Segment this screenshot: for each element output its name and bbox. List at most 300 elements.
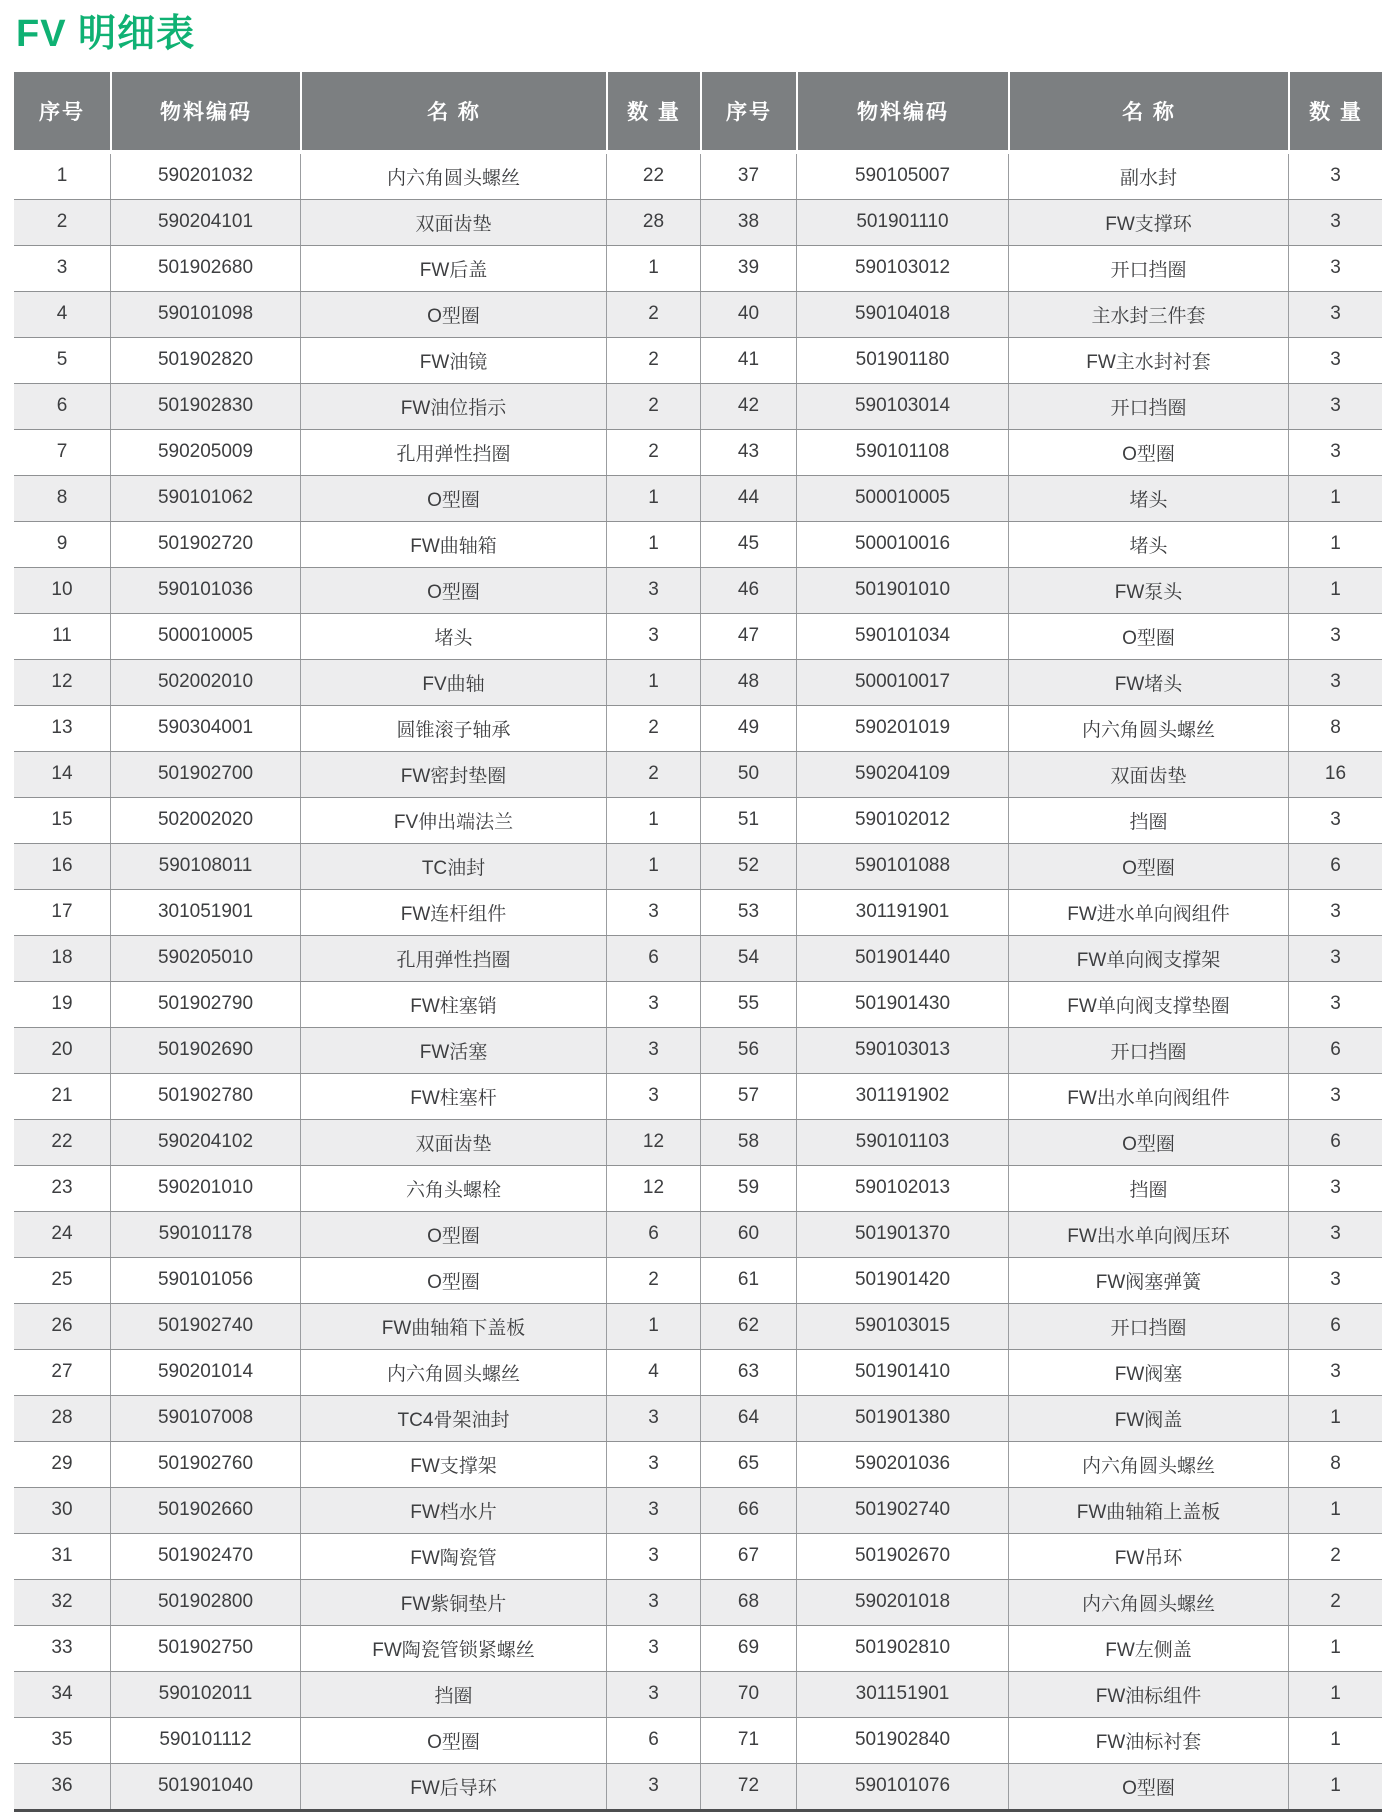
serial-cell: 62 (700, 1304, 796, 1349)
qty-cell: 1 (606, 476, 700, 521)
name-cell: 内六角圆头螺丝 (300, 154, 606, 199)
qty-cell: 3 (1288, 614, 1382, 659)
serial-cell: 56 (700, 1028, 796, 1073)
serial-cell: 69 (700, 1626, 796, 1671)
page-title: FV 明细表 (16, 13, 196, 55)
table-row (14, 567, 1382, 613)
table-row (14, 1119, 1382, 1165)
serial-cell: 30 (14, 1488, 110, 1533)
code-cell: 501902470 (110, 1534, 300, 1579)
code-cell: 590205009 (110, 430, 300, 475)
qty-cell: 8 (1288, 706, 1382, 751)
name-cell: 内六角圆头螺丝 (300, 1350, 606, 1395)
serial-cell: 7 (14, 430, 110, 475)
name-cell: 副水封 (1008, 154, 1288, 199)
code-cell: 501901410 (796, 1350, 1008, 1395)
qty-cell: 3 (1288, 292, 1382, 337)
table-row (14, 1487, 1382, 1533)
qty-cell: 28 (606, 200, 700, 245)
name-cell: 主水封三件套 (1008, 292, 1288, 337)
serial-cell: 49 (700, 706, 796, 751)
name-cell: 双面齿垫 (1008, 752, 1288, 797)
code-cell: 590103014 (796, 384, 1008, 429)
qty-cell: 2 (606, 1258, 700, 1303)
qty-cell: 2 (1288, 1580, 1382, 1625)
qty-cell: 2 (606, 338, 700, 383)
serial-cell: 37 (700, 154, 796, 199)
serial-cell: 55 (700, 982, 796, 1027)
serial-cell: 8 (14, 476, 110, 521)
table-row (14, 1257, 1382, 1303)
header-part-name: 名 称 (300, 72, 606, 150)
qty-cell: 3 (606, 1626, 700, 1671)
table-row (14, 935, 1382, 981)
qty-cell: 6 (1288, 844, 1382, 889)
serial-cell: 32 (14, 1580, 110, 1625)
name-cell: TC4骨架油封 (300, 1396, 606, 1441)
qty-cell: 12 (606, 1120, 700, 1165)
name-cell: FW密封垫圈 (300, 752, 606, 797)
serial-cell: 33 (14, 1626, 110, 1671)
table-row (14, 1671, 1382, 1717)
name-cell: FW陶瓷管 (300, 1534, 606, 1579)
serial-cell: 4 (14, 292, 110, 337)
qty-cell: 16 (1288, 752, 1382, 797)
serial-cell: 13 (14, 706, 110, 751)
serial-cell: 63 (700, 1350, 796, 1395)
table-row (14, 1717, 1382, 1763)
code-cell: 590101108 (796, 430, 1008, 475)
qty-cell: 4 (606, 1350, 700, 1395)
table-row (14, 199, 1382, 245)
code-cell: 501902690 (110, 1028, 300, 1073)
serial-cell: 16 (14, 844, 110, 889)
serial-cell: 71 (700, 1718, 796, 1763)
code-cell: 590101034 (796, 614, 1008, 659)
qty-cell: 1 (1288, 522, 1382, 567)
table-row (14, 337, 1382, 383)
header-quantity: 数 量 (1288, 72, 1382, 150)
code-cell: 590104018 (796, 292, 1008, 337)
table-row (14, 1533, 1382, 1579)
name-cell: 内六角圆头螺丝 (1008, 706, 1288, 751)
qty-cell: 1 (606, 246, 700, 291)
name-cell: FV伸出端法兰 (300, 798, 606, 843)
code-cell: 501902680 (110, 246, 300, 291)
code-cell: 590201018 (796, 1580, 1008, 1625)
code-cell: 501901010 (796, 568, 1008, 613)
code-cell: 590201014 (110, 1350, 300, 1395)
name-cell: FW曲轴箱上盖板 (1008, 1488, 1288, 1533)
qty-cell: 1 (606, 798, 700, 843)
header-part-name: 名 称 (1008, 72, 1288, 150)
header-quantity: 数 量 (606, 72, 700, 150)
code-cell: 590102013 (796, 1166, 1008, 1211)
code-cell: 501902670 (796, 1534, 1008, 1579)
serial-cell: 2 (14, 200, 110, 245)
serial-cell: 31 (14, 1534, 110, 1579)
qty-cell: 3 (606, 1672, 700, 1717)
serial-cell: 41 (700, 338, 796, 383)
serial-cell: 36 (14, 1764, 110, 1809)
name-cell: FW支撑环 (1008, 200, 1288, 245)
qty-cell: 1 (1288, 1626, 1382, 1671)
code-cell: 301191901 (796, 890, 1008, 935)
serial-cell: 46 (700, 568, 796, 613)
code-cell: 590102011 (110, 1672, 300, 1717)
table-row (14, 981, 1382, 1027)
table-row (14, 1211, 1382, 1257)
serial-cell: 58 (700, 1120, 796, 1165)
name-cell: 堵头 (1008, 476, 1288, 521)
code-cell: 590201036 (796, 1442, 1008, 1487)
qty-cell: 1 (1288, 1672, 1382, 1717)
serial-cell: 34 (14, 1672, 110, 1717)
code-cell: 501902660 (110, 1488, 300, 1533)
name-cell: FW单向阀支撑垫圈 (1008, 982, 1288, 1027)
code-cell: 301151901 (796, 1672, 1008, 1717)
serial-cell: 38 (700, 200, 796, 245)
qty-cell: 3 (1288, 154, 1382, 199)
qty-cell: 3 (606, 614, 700, 659)
name-cell: 堵头 (300, 614, 606, 659)
name-cell: FW吊环 (1008, 1534, 1288, 1579)
serial-cell: 72 (700, 1764, 796, 1809)
qty-cell: 3 (1288, 430, 1382, 475)
name-cell: FV曲轴 (300, 660, 606, 705)
qty-cell: 3 (606, 1028, 700, 1073)
qty-cell: 3 (606, 568, 700, 613)
serial-cell: 57 (700, 1074, 796, 1119)
name-cell: 挡圈 (1008, 798, 1288, 843)
name-cell: O型圈 (300, 568, 606, 613)
table-row (14, 154, 1382, 199)
name-cell: 双面齿垫 (300, 200, 606, 245)
qty-cell: 3 (1288, 1166, 1382, 1211)
name-cell: O型圈 (300, 1212, 606, 1257)
name-cell: 圆锥滚子轴承 (300, 706, 606, 751)
code-cell: 501901040 (110, 1764, 300, 1809)
serial-cell: 54 (700, 936, 796, 981)
qty-cell: 2 (606, 430, 700, 475)
code-cell: 501902760 (110, 1442, 300, 1487)
name-cell: 孔用弹性挡圈 (300, 430, 606, 475)
table-row (14, 797, 1382, 843)
header-serial: 序号 (14, 72, 110, 150)
serial-cell: 11 (14, 614, 110, 659)
qty-cell: 3 (606, 982, 700, 1027)
code-cell: 590102012 (796, 798, 1008, 843)
code-cell: 501902780 (110, 1074, 300, 1119)
serial-cell: 5 (14, 338, 110, 383)
code-cell: 301191902 (796, 1074, 1008, 1119)
code-cell: 501902800 (110, 1580, 300, 1625)
qty-cell: 1 (606, 660, 700, 705)
table-row (14, 429, 1382, 475)
table-row (14, 751, 1382, 797)
serial-cell: 26 (14, 1304, 110, 1349)
table-row (14, 843, 1382, 889)
code-cell: 590107008 (110, 1396, 300, 1441)
code-cell: 590204101 (110, 200, 300, 245)
name-cell: FW阀塞 (1008, 1350, 1288, 1395)
serial-cell: 60 (700, 1212, 796, 1257)
code-cell: 590101178 (110, 1212, 300, 1257)
name-cell: O型圈 (1008, 844, 1288, 889)
code-cell: 301051901 (110, 890, 300, 935)
code-cell: 590205010 (110, 936, 300, 981)
parts-table (14, 72, 1382, 1812)
table-row (14, 659, 1382, 705)
header-serial: 序号 (700, 72, 796, 150)
qty-cell: 3 (1288, 1350, 1382, 1395)
code-cell: 590204109 (796, 752, 1008, 797)
code-cell: 501902740 (796, 1488, 1008, 1533)
serial-cell: 24 (14, 1212, 110, 1257)
qty-cell: 1 (1288, 1764, 1382, 1809)
name-cell: FW档水片 (300, 1488, 606, 1533)
qty-cell: 6 (1288, 1304, 1382, 1349)
qty-cell: 3 (1288, 200, 1382, 245)
table-row (14, 705, 1382, 751)
code-cell: 501902820 (110, 338, 300, 383)
name-cell: 挡圈 (300, 1672, 606, 1717)
code-cell: 590101103 (796, 1120, 1008, 1165)
code-cell: 501901380 (796, 1396, 1008, 1441)
name-cell: FW柱塞杆 (300, 1074, 606, 1119)
qty-cell: 3 (1288, 890, 1382, 935)
name-cell: TC油封 (300, 844, 606, 889)
header-material-code: 物料编码 (796, 72, 1008, 150)
serial-cell: 52 (700, 844, 796, 889)
qty-cell: 3 (606, 890, 700, 935)
name-cell: FW主水封衬套 (1008, 338, 1288, 383)
serial-cell: 50 (700, 752, 796, 797)
name-cell: FW活塞 (300, 1028, 606, 1073)
table-row (14, 1073, 1382, 1119)
table-row (14, 613, 1382, 659)
code-cell: 501901440 (796, 936, 1008, 981)
serial-cell: 43 (700, 430, 796, 475)
qty-cell: 3 (606, 1580, 700, 1625)
name-cell: 内六角圆头螺丝 (1008, 1580, 1288, 1625)
code-cell: 500010005 (796, 476, 1008, 521)
serial-cell: 22 (14, 1120, 110, 1165)
serial-cell: 9 (14, 522, 110, 567)
name-cell: O型圈 (300, 292, 606, 337)
code-cell: 502002010 (110, 660, 300, 705)
serial-cell: 48 (700, 660, 796, 705)
table-row (14, 1763, 1382, 1809)
code-cell: 590101076 (796, 1764, 1008, 1809)
qty-cell: 3 (1288, 1258, 1382, 1303)
code-cell: 590101112 (110, 1718, 300, 1763)
code-cell: 590105007 (796, 154, 1008, 199)
name-cell: FW出水单向阀压环 (1008, 1212, 1288, 1257)
code-cell: 590201032 (110, 154, 300, 199)
table-row (14, 475, 1382, 521)
name-cell: O型圈 (1008, 1120, 1288, 1165)
serial-cell: 68 (700, 1580, 796, 1625)
serial-cell: 53 (700, 890, 796, 935)
name-cell: 开口挡圈 (1008, 1304, 1288, 1349)
serial-cell: 10 (14, 568, 110, 613)
qty-cell: 2 (606, 706, 700, 751)
name-cell: 孔用弹性挡圈 (300, 936, 606, 981)
code-cell: 501901430 (796, 982, 1008, 1027)
name-cell: O型圈 (300, 476, 606, 521)
serial-cell: 59 (700, 1166, 796, 1211)
serial-cell: 47 (700, 614, 796, 659)
name-cell: FW后盖 (300, 246, 606, 291)
serial-cell: 35 (14, 1718, 110, 1763)
code-cell: 590201019 (796, 706, 1008, 751)
name-cell: FW曲轴箱下盖板 (300, 1304, 606, 1349)
serial-cell: 44 (700, 476, 796, 521)
code-cell: 501901110 (796, 200, 1008, 245)
name-cell: 六角头螺栓 (300, 1166, 606, 1211)
table-row (14, 1579, 1382, 1625)
serial-cell: 51 (700, 798, 796, 843)
code-cell: 501901420 (796, 1258, 1008, 1303)
qty-cell: 3 (606, 1074, 700, 1119)
code-cell: 590103012 (796, 246, 1008, 291)
name-cell: O型圈 (300, 1718, 606, 1763)
name-cell: FW连杆组件 (300, 890, 606, 935)
qty-cell: 3 (606, 1764, 700, 1809)
code-cell: 590101036 (110, 568, 300, 613)
serial-cell: 21 (14, 1074, 110, 1119)
qty-cell: 3 (1288, 936, 1382, 981)
qty-cell: 1 (1288, 1718, 1382, 1763)
code-cell: 501902840 (796, 1718, 1008, 1763)
serial-cell: 27 (14, 1350, 110, 1395)
name-cell: FW油位指示 (300, 384, 606, 429)
name-cell: FW支撑架 (300, 1442, 606, 1487)
qty-cell: 2 (1288, 1534, 1382, 1579)
code-cell: 590101098 (110, 292, 300, 337)
serial-cell: 25 (14, 1258, 110, 1303)
name-cell: FW油标衬套 (1008, 1718, 1288, 1763)
name-cell: 双面齿垫 (300, 1120, 606, 1165)
qty-cell: 6 (606, 936, 700, 981)
qty-cell: 1 (606, 844, 700, 889)
serial-cell: 61 (700, 1258, 796, 1303)
table-header-row (14, 72, 1382, 150)
serial-cell: 14 (14, 752, 110, 797)
code-cell: 590103015 (796, 1304, 1008, 1349)
qty-cell: 22 (606, 154, 700, 199)
table-row (14, 1303, 1382, 1349)
serial-cell: 15 (14, 798, 110, 843)
qty-cell: 3 (1288, 384, 1382, 429)
code-cell: 590101062 (110, 476, 300, 521)
table-row (14, 383, 1382, 429)
serial-cell: 6 (14, 384, 110, 429)
qty-cell: 1 (1288, 1396, 1382, 1441)
code-cell: 501902810 (796, 1626, 1008, 1671)
code-cell: 502002020 (110, 798, 300, 843)
qty-cell: 6 (606, 1718, 700, 1763)
name-cell: 开口挡圈 (1008, 1028, 1288, 1073)
name-cell: O型圈 (1008, 614, 1288, 659)
code-cell: 501902700 (110, 752, 300, 797)
table-row (14, 1027, 1382, 1073)
serial-cell: 70 (700, 1672, 796, 1717)
name-cell: FW紫铜垫片 (300, 1580, 606, 1625)
serial-cell: 64 (700, 1396, 796, 1441)
code-cell: 501902740 (110, 1304, 300, 1349)
code-cell: 590304001 (110, 706, 300, 751)
qty-cell: 3 (1288, 1212, 1382, 1257)
code-cell: 500010017 (796, 660, 1008, 705)
code-cell: 500010016 (796, 522, 1008, 567)
qty-cell: 3 (1288, 1074, 1382, 1119)
serial-cell: 1 (14, 154, 110, 199)
code-cell: 590204102 (110, 1120, 300, 1165)
serial-cell: 45 (700, 522, 796, 567)
qty-cell: 1 (1288, 476, 1382, 521)
name-cell: FW柱塞销 (300, 982, 606, 1027)
qty-cell: 3 (1288, 982, 1382, 1027)
qty-cell: 3 (606, 1442, 700, 1487)
name-cell: O型圈 (1008, 1764, 1288, 1809)
qty-cell: 2 (606, 384, 700, 429)
name-cell: O型圈 (300, 1258, 606, 1303)
qty-cell: 3 (1288, 798, 1382, 843)
name-cell: FW进水单向阀组件 (1008, 890, 1288, 935)
qty-cell: 1 (1288, 568, 1382, 613)
qty-cell: 3 (606, 1488, 700, 1533)
serial-cell: 20 (14, 1028, 110, 1073)
code-cell: 590103013 (796, 1028, 1008, 1073)
name-cell: 开口挡圈 (1008, 246, 1288, 291)
serial-cell: 66 (700, 1488, 796, 1533)
name-cell: FW陶瓷管锁紧螺丝 (300, 1626, 606, 1671)
serial-cell: 42 (700, 384, 796, 429)
name-cell: 内六角圆头螺丝 (1008, 1442, 1288, 1487)
qty-cell: 8 (1288, 1442, 1382, 1487)
name-cell: FW油镜 (300, 338, 606, 383)
qty-cell: 3 (1288, 660, 1382, 705)
name-cell: FW油标组件 (1008, 1672, 1288, 1717)
name-cell: FW泵头 (1008, 568, 1288, 613)
code-cell: 501902830 (110, 384, 300, 429)
name-cell: O型圈 (1008, 430, 1288, 475)
serial-cell: 28 (14, 1396, 110, 1441)
table-row (14, 291, 1382, 337)
qty-cell: 3 (1288, 246, 1382, 291)
qty-cell: 6 (1288, 1120, 1382, 1165)
name-cell: FW曲轴箱 (300, 522, 606, 567)
code-cell: 500010005 (110, 614, 300, 659)
name-cell: FW左侧盖 (1008, 1626, 1288, 1671)
qty-cell: 1 (1288, 1488, 1382, 1533)
code-cell: 501902750 (110, 1626, 300, 1671)
table-row (14, 1395, 1382, 1441)
code-cell: 501902720 (110, 522, 300, 567)
table-row (14, 1349, 1382, 1395)
qty-cell: 6 (606, 1212, 700, 1257)
qty-cell: 1 (606, 522, 700, 567)
code-cell: 501901180 (796, 338, 1008, 383)
serial-cell: 67 (700, 1534, 796, 1579)
code-cell: 590101056 (110, 1258, 300, 1303)
table-row (14, 521, 1382, 567)
serial-cell: 39 (700, 246, 796, 291)
table-body (14, 154, 1382, 1812)
qty-cell: 3 (606, 1396, 700, 1441)
